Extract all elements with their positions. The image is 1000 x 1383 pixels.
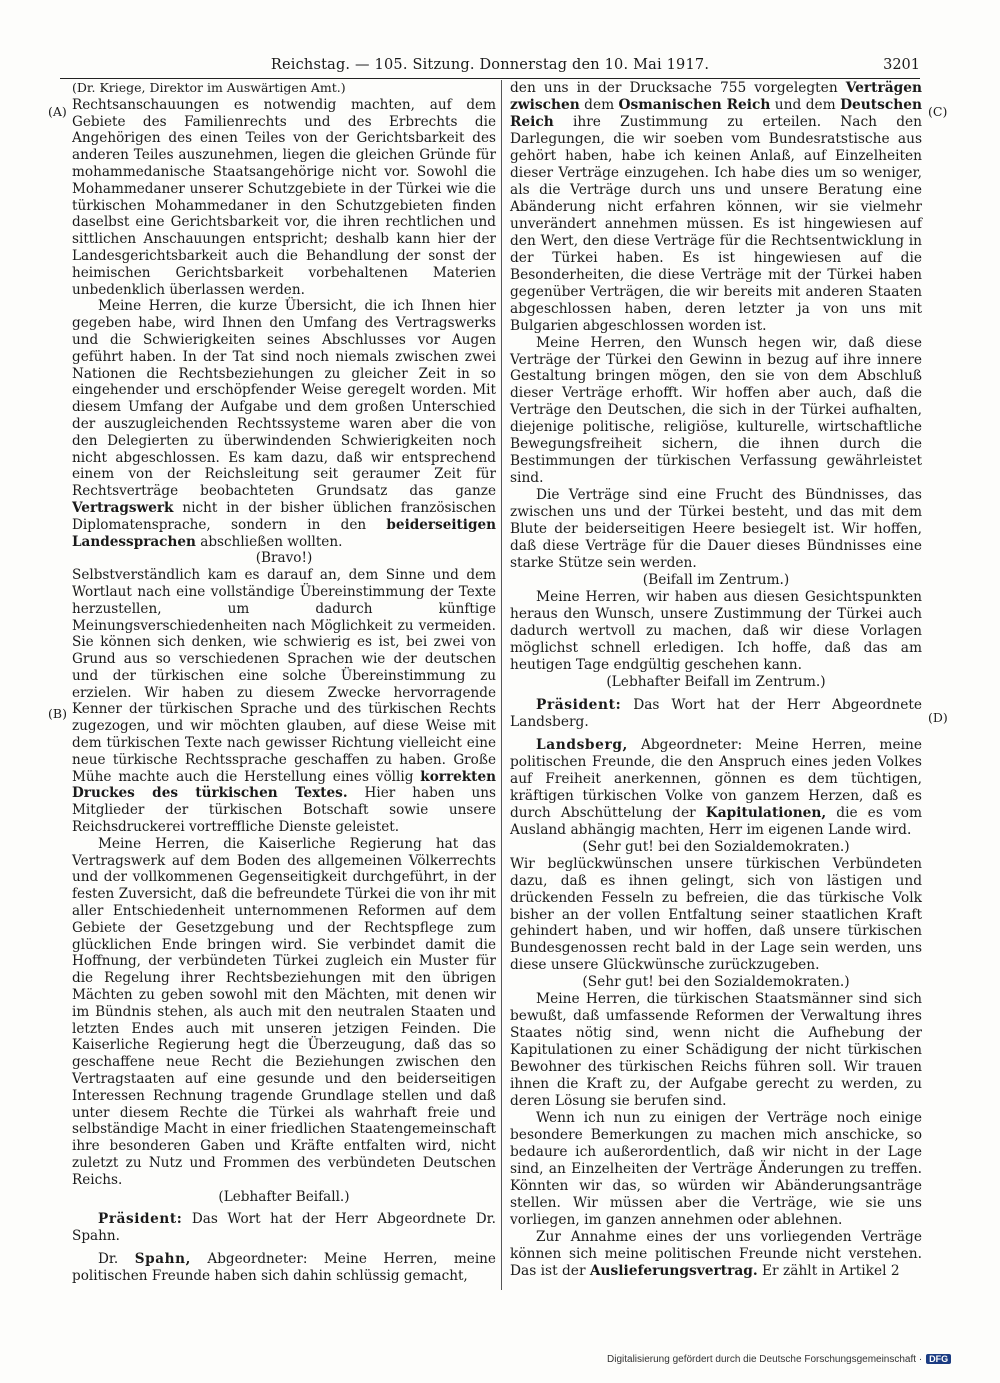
margin-marker-a: (A) xyxy=(48,104,67,119)
interjection: (Sehr gut! bei den Sozialdemokraten.) xyxy=(582,974,850,991)
interjection: (Bravo!) xyxy=(255,550,313,567)
header-title: Reichstag. — 105. Sitzung. Donnerstag den 10. Mai 1917. xyxy=(270,57,710,73)
speaker-note: (Dr. Kriege, Direktor im Auswärtigen Amt.) xyxy=(72,80,346,95)
landsberg-statement: Landsberg, Abgeordneter: Meine Herren, meine politischen Freunde, die den Anspruch eines jeden Volkes auf Freiheit anerkennen, gönnen es dem tüchtigen, kräftigen türkischen Volke von ganzem Herzen, daß es durch Abschüttelung der Kapitulationen, die es vom Ausland abhängig machten, Herr im eigenen Lande wird. xyxy=(510,736,923,838)
paragraph: Meine Herren, wir haben aus diesen Gesichtspunkten heraus den Wunsch, unsere Zustimmung der Türkei auch dadurch wertvoll zu machen, daß wir diese Vorlagen möglichst schnell erledigen. Ich hoffe, daß das am heutigen Tage endgültig geschehen kann. xyxy=(510,589,922,673)
emphasis: Verträgen zwischen xyxy=(510,80,922,113)
emphasis: Auslieferungsvertrag. xyxy=(589,1262,758,1279)
paragraph: Rechtsanschauungen es notwendig machten, auf dem Gebiete des Familienrechts und des Erbrechts die Angehörigen des einen Teiles von der Gerichtsbarkeit des anderen Teiles auszunehmen, liegen die gleichen Gründe für mohammedanische Staatsangehörige nicht vor. Sowohl die Mohammedaner unserer Schutzgebiete in der Türkei wie die türkischen Mohammedaner in den Schutzgebieten finden daselbst eine Gerichtsbarkeit vor, die ihren rechtlichen und sittlichen Anschauungen entspricht; deshalb kann hier der Landesgerichtsbarkeit auch die Behandlung der sonst der heimischen Gerichtsbarkeit vorbehaltenen Materien unbedenklich überlassen werden. xyxy=(72,96,496,298)
paragraph: den uns in der Drucksache 755 vorgelegten Verträgen zwischen dem Osmanischen Reich und dem Deutschen Reich ihre Zustimmung zu erteilen. Nach den Darlegungen, die wir soeben vom Bundesratstische aus gehört haben, habe ich keinen Anlaß, auf Einzelheiten dieser Verträge einzugehen. Ich habe dies um so weniger, als die Verträge durch uns und unsere Beratung eine Abänderung nicht erfahren können, wir sie vielmehr unverändert annehmen müssen. Es ist hingewiesen auf den Wert, den diese Verträge für die Rechtsentwicklung in der Türkei haben. Es ist hingewiesen auf die Besonderheiten, die diese Verträge mit der Türkei haben gegenüber Verträgen, die wir bereits mit anderen Staaten abgeschlossen haben, deren letzter ja von uns mit Bulgarien abgeschlossen worden ist. xyxy=(510,80,922,334)
page-header xyxy=(60,56,920,79)
paragraph: Meine Herren, den Wunsch hegen wir, daß diese Verträge der Türkei den Gewinn in bezug auf ihre innere Gestaltung bringen mögen, den sie von dem Abschluß dieser Verträge erhofft. Wir hoffen aber auch, daß die Verträge den Deutschen, die sich in der Türkei aufhalten, diejenige politische, religiöse, kulturelle, wirtschaftliche Bewegungsfreiheit sichern, die ihnen durch die Bestimmungen der türkischen Verfassung gewährleistet sind. xyxy=(510,334,922,487)
right-column xyxy=(510,80,922,1280)
president-statement: Präsident: Das Wort hat der Herr Abgeordnete Landsberg. xyxy=(510,696,922,730)
speaker-label: Präsident: xyxy=(536,696,622,713)
emphasis: Deutschen Reich xyxy=(510,96,922,130)
speaker-label: Spahn, xyxy=(134,1250,191,1267)
paragraph: Wir beglückwünschen unsere türkischen Verbündeten dazu, daß es ihnen gelingt, sich von lästigen und drückenden Fesseln zu befreien, die das türkische Volk bisher an der vollen Entfaltung seiner staatlichen Kraft gehindert haben, und wir hoffen, daß unsere türkischen Bundesgenossen recht bald in der Lage sein werden, uns diese unsere Glückwünsche zurückzugeben. xyxy=(510,855,922,974)
interjection: (Beifall im Zentrum.) xyxy=(642,572,790,589)
paragraph: Die Verträge sind eine Frucht des Bündnisses, das zwischen uns und der Türkei besteht, und das mit dem Blute der beiderseitigen Heere besiegelt ist. Wir hoffen, daß diese Verträge für die Dauer dieses Bündnisses eine starke Stütze sein werden. xyxy=(510,487,922,572)
paragraph: Meine Herren, die türkischen Staatsmänner sind sich bewußt, daß umfassende Reformen der Verwaltung ihres Staates nötig sind, wenn nicht die Aufhebung der Kapitulationen zu einer Schädigung der nicht türkischen Bewohner des türkischen Reichs führen soll. Wir trauen ihnen die Kraft zu, der Aufgabe gerecht zu werden, zu deren Lösung sie berufen sind. xyxy=(510,991,922,1110)
emphasis: Kapitulationen, xyxy=(705,804,827,821)
emphasis: Osmanischen Reich xyxy=(618,96,771,113)
interjection: (Lebhafter Beifall.) xyxy=(218,1188,350,1205)
margin-marker-c: (C) xyxy=(928,104,948,119)
spahn-statement: Dr. Spahn, Abgeordneter: Meine Herren, meine politischen Freunde haben sich dahin schlüssig gemacht, xyxy=(72,1250,496,1284)
paragraph: Wenn ich nun zu einigen der Verträge noch einige besondere Bemerkungen zu machen mich anschicke, so bedaure ich außerordentlich, daß wir nicht in der Lage sind, an Einzelheiten der Verträge Änderungen zu treffen. Könnten wir das, so würden wir Abänderungsanträge stellen. Wir müssen aber die Verträge, wie sie uns vorliegen, im ganzen annehmen oder ablehnen. xyxy=(510,1110,922,1228)
interjection: (Sehr gut! bei den Sozialdemokraten.) xyxy=(582,838,850,855)
paragraph: Selbstverständlich kam es darauf an, dem Sinne und dem Wortlaut nach eine vollständige Übereinstimmung der Texte herzustellen, um dadurch künftige Meinungsverschiedenheiten nach Möglichkeit zu vermeiden. Sie können sich denken, wie schwierig es ist, bei zwei von Grund aus so verschiedenen Sprachen wie der deutschen und der türkischen eine solche Übereinstimmung zu erzielen. Wir haben zu diesem Zwecke hervorragende Kenner der türkischen Sprache und des türkischen Rechts zugezogen, und wir möchten glauben, auf diese Weise mit dem türkischen Texte nach gewisser Richtung vielleicht eine neue türkische Rechtssprache geschaffen zu haben. Große Mühe machte auch die Herstellung eines völlig korrekten Druckes des türkischen Textes. Hier haben uns Mitglieder der türkischen Botschaft sowie unsere Reichsdruckerei vortreffliche Dienste geleistet. xyxy=(72,567,497,836)
emphasis: Vertragswerk xyxy=(72,499,174,516)
digitization-footer xyxy=(607,1354,990,1365)
paragraph: Meine Herren, die kurze Übersicht, die ich Ihnen hier gegeben habe, wird Ihnen den Umfang des Vertragswerks und die Schwierigkeiten seines Abschlusses vor Augen geführt haben. In der Tat sind noch niemals zwischen zwei Nationen die Rechtsbeziehungen zu gleicher Zeit in so eingehender und erschöpfender Weise geregelt worden. Mit diesem Umfang der Aufgabe und dem großen Unterschied der auszugleichenden Rechtssysteme waren aber die von den Delegierten zu überwindenden Schwierigkeiten noch nicht abgeschlossen. Es kam dazu, daß wir entsprechend einem von der Reichsleitung seit geraumer Zeit für Rechtsverträge beobachteten Grundsatz das ganze Vertragswerk nicht in der bisher üblichen französischen Diplomatensprache, sondern in den beiderseitigen Landessprachen abschließen wollten. xyxy=(72,298,497,550)
emphasis: korrekten Druckes des türkischen Textes. xyxy=(72,768,496,802)
footer-text: Digitalisierung gefördert durch die Deutsche Forschungsgemeinschaft · xyxy=(607,1354,923,1365)
dfg-logo: DFG xyxy=(926,1354,951,1364)
page-number: 3201 xyxy=(883,57,920,73)
column-divider xyxy=(501,80,502,1290)
margin-marker-b: (B) xyxy=(48,706,67,721)
interjection: (Lebhafter Beifall im Zentrum.) xyxy=(606,673,826,690)
speaker-label: Landsberg, xyxy=(536,736,628,753)
emphasis: beiderseitigen Landessprachen xyxy=(72,516,497,550)
speaker-label: Präsident: xyxy=(98,1211,183,1228)
president-statement: Präsident: Das Wort hat der Herr Abgeordnete Dr. Spahn. xyxy=(72,1211,496,1245)
left-column xyxy=(72,80,496,1285)
margin-marker-d: (D) xyxy=(928,710,948,725)
paragraph: Meine Herren, die Kaiserliche Regierung hat das Vertragswerk auf dem Boden des allgemeinen Völkerrechts und der vollkommenen Gegenseitigkeit durchgeführt, in der festen Zuversicht, daß die befreundete Türkei die von ihr mit aller Entschiedenheit unternommenen Reformen auf dem Gebiete der Gesetzgebung und der Rechtspflege zum glücklichen Ende bringen wird. Sie verbindet damit die Hoffnung, der verbündeten Türkei zugleich ein Muster für die Regelung ihrer Rechtsbeziehungen mit den übrigen Mächten zu geben sowohl mit den Mächten, mit denen wir im Bündnis stehen, als auch mit den neutralen Staaten und letzten Endes auch mit unseren jetzigen Feinden. Die Kaiserliche Regierung hegt die Überzeugung, daß das so geschaffene neue Recht die Beziehungen zwischen den Vertragstaaten auf eine gesunde und den beiderseitigen Interessen Rechnung tragende Grundlage stellen und daß unter diesem Rechte die Türkei als wahrhaft freie und selbständige Macht in einer friedlichen Staatengemeinschaft ihre besonderen Gaben und Kräfte entfalten wird, nicht zuletzt zu Nutz und Frommen des verbündeten Deutschen Reichs. xyxy=(72,835,496,1188)
paragraph: Zur Annahme eines der uns vorliegenden Verträge können sich meine politischen Freunde nicht verstehen. Das ist der Auslieferungsvertrag. Er zählt in Artikel 2 xyxy=(510,1228,922,1279)
